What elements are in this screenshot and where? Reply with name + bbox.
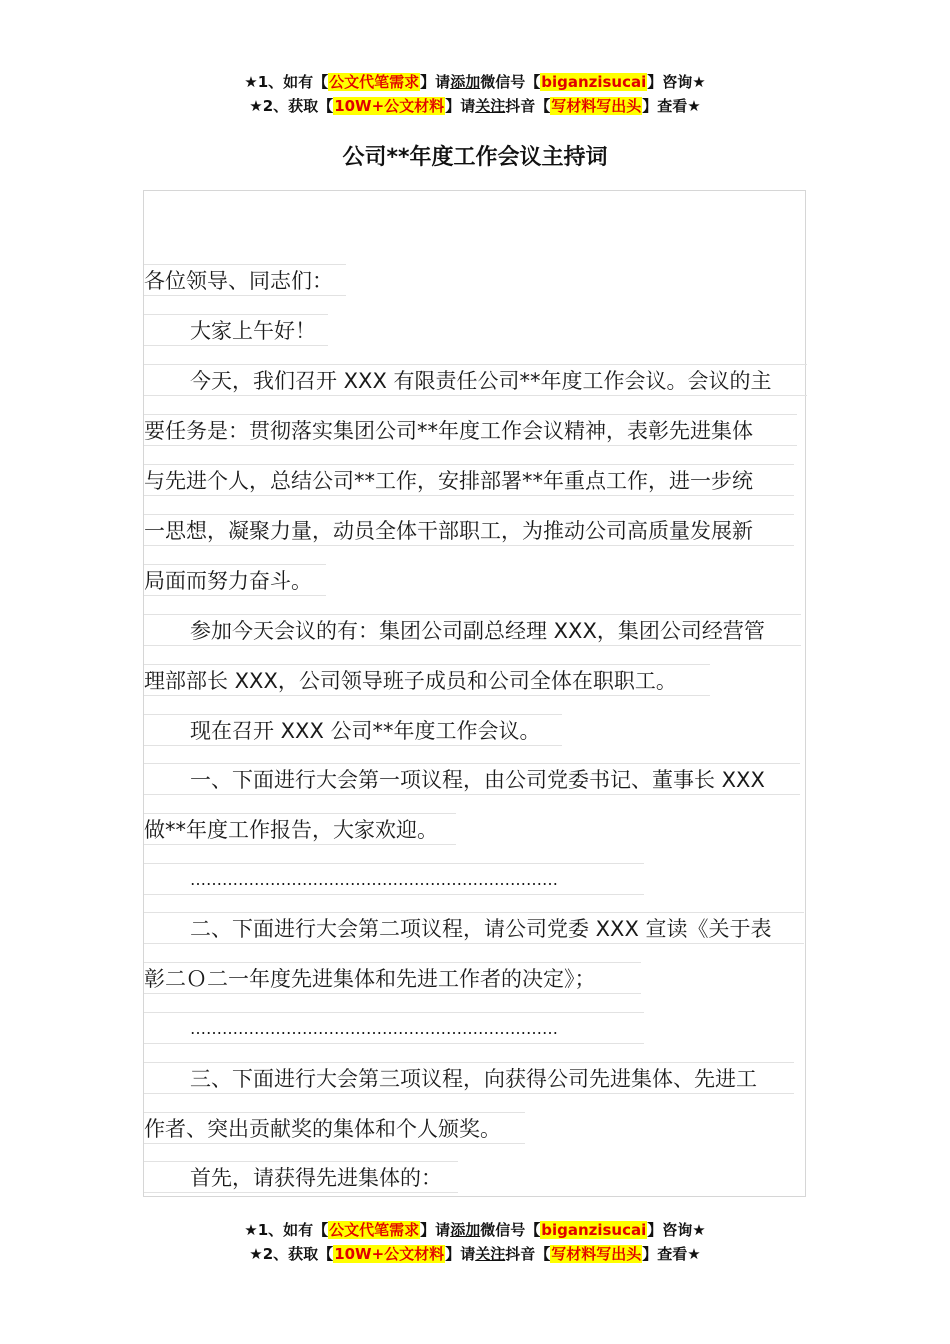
text-line: 二、下面进行大会第二项议程，请公司党委 XXX 宣读《关于表 bbox=[144, 912, 804, 944]
banner-wechat-id: biganzisucai bbox=[541, 73, 647, 91]
text-line: 大家上午好！ bbox=[144, 314, 328, 346]
banner-text: 】查看★ bbox=[642, 1245, 701, 1263]
document-title: 公司**年度工作会议主持词 bbox=[342, 145, 608, 170]
text-line: 理部部长 XXX，公司领导班子成员和公司全体在职职工。 bbox=[144, 664, 710, 696]
banner-text: 】请 bbox=[445, 97, 476, 115]
text-line: 彰二Ｏ二一年度先进集体和先进工作者的决定》； bbox=[144, 962, 641, 994]
top-banner bbox=[0, 70, 950, 118]
bottom-banner bbox=[0, 1218, 950, 1266]
text-line: 三、下面进行大会第三项议程，向获得公司先进集体、先进工 bbox=[144, 1062, 794, 1094]
text-line: 一、下面进行大会第一项议程，由公司党委书记、董事长 XXX bbox=[144, 763, 800, 795]
banner-underline: 关注 bbox=[475, 1245, 506, 1263]
banner-text: 】请 bbox=[445, 1245, 476, 1263]
banner-text: 】咨询★ bbox=[647, 1221, 706, 1239]
banner-douyin-id: 写材料写出头 bbox=[551, 1245, 642, 1263]
document-body bbox=[143, 190, 806, 1197]
banner-text: 抖音【 bbox=[505, 1245, 551, 1263]
banner-text: 】请 bbox=[420, 1221, 451, 1239]
text-line: 与先进个人，总结公司**工作，安排部署**年重点工作，进一步统 bbox=[144, 464, 794, 496]
banner-text: 抖音【 bbox=[505, 97, 551, 115]
banner-text: ★1、如有【 bbox=[244, 1221, 329, 1239]
text-line: 各位领导、同志们： bbox=[144, 264, 346, 296]
banner-highlight: 10W+公文材料 bbox=[334, 97, 445, 115]
text-line: 现在召开 XXX 公司**年度工作会议。 bbox=[144, 714, 562, 746]
banner-text: ★1、如有【 bbox=[244, 73, 329, 91]
text-line: 首先，请获得先进集体的： bbox=[144, 1161, 458, 1193]
banner-text: 微信号【 bbox=[480, 1221, 541, 1239]
banner-douyin-id: 写材料写出头 bbox=[551, 97, 642, 115]
text-line: 局面而努力奋斗。 bbox=[144, 564, 326, 596]
banner-underline: 关注 bbox=[475, 97, 506, 115]
text-line: 作者、突出贡献奖的集体和个人颁奖。 bbox=[144, 1112, 525, 1144]
banner-text: 】请 bbox=[420, 73, 451, 91]
ellipsis-line: …………………………………………………………… bbox=[144, 863, 644, 895]
banner-text: 】查看★ bbox=[642, 97, 701, 115]
text-line: 要任务是：贯彻落实集团公司**年度工作会议精神，表彰先进集体 bbox=[144, 414, 797, 446]
banner-line-1 bbox=[0, 70, 950, 94]
banner-text: 】咨询★ bbox=[647, 73, 706, 91]
text-line: 参加今天会议的有：集团公司副总经理 XXX，集团公司经营管 bbox=[144, 614, 801, 646]
text-line: 做**年度工作报告，大家欢迎。 bbox=[144, 813, 456, 845]
banner-wechat-id: biganzisucai bbox=[541, 1221, 647, 1239]
banner-line-2 bbox=[0, 1242, 950, 1266]
banner-line-1 bbox=[0, 1218, 950, 1242]
text-line: 一思想，凝聚力量，动员全体干部职工，为推动公司高质量发展新 bbox=[144, 514, 794, 546]
text-line: 今天，我们召开 XXX 有限责任公司**年度工作会议。会议的主 bbox=[144, 364, 807, 396]
banner-line-2 bbox=[0, 94, 950, 118]
banner-text: 微信号【 bbox=[480, 73, 541, 91]
banner-highlight: 公文代笔需求 bbox=[329, 1221, 420, 1239]
banner-highlight: 10W+公文材料 bbox=[334, 1245, 445, 1263]
ellipsis-line: …………………………………………………………… bbox=[144, 1012, 644, 1044]
banner-underline: 添加 bbox=[450, 73, 481, 91]
banner-underline: 添加 bbox=[450, 1221, 481, 1239]
banner-highlight: 公文代笔需求 bbox=[329, 73, 420, 91]
banner-text: ★2、获取【 bbox=[249, 97, 334, 115]
banner-text: ★2、获取【 bbox=[249, 1245, 334, 1263]
